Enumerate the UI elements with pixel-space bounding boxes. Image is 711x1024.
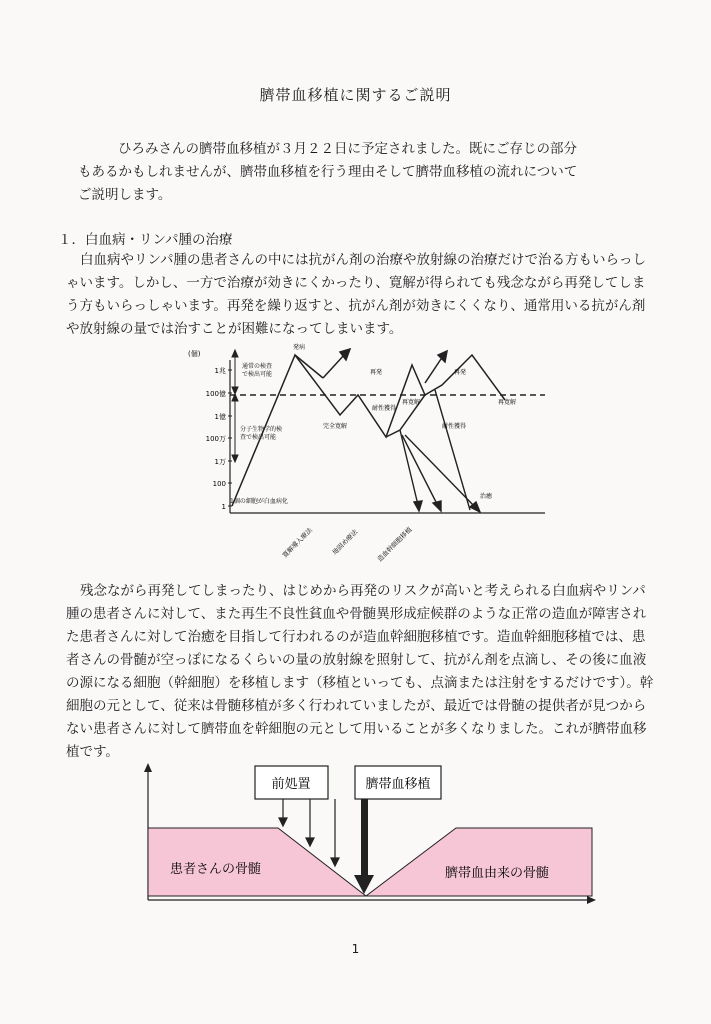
x-label-stem-cell-transplant: 造血幹細胞移植 — [375, 525, 414, 564]
y-tick: 100億 — [205, 390, 226, 398]
y-tick: 100 — [212, 480, 226, 488]
y-tick: 1兆 — [214, 367, 226, 375]
bottom-label: 1個の細胞が白血病化 — [230, 498, 288, 505]
x-label-induction: 寛解導入療法 — [280, 526, 314, 560]
intro-line-1: ひろみさんの臍帯血移植が３月２２日に予定されました。既にご存じの部分 — [118, 141, 577, 157]
label-relapse: 再発 — [370, 369, 383, 376]
cord-blood-transplant-diagram — [140, 760, 605, 910]
cord-blood-marrow-label: 臍帯血由来の骨髄 — [445, 866, 550, 881]
intro-line-2: もあるかもしれませんが、臍帯血移植を行う理由そして臍帯血移植の流れについて — [78, 164, 578, 180]
section-heading: １．白血病・リンパ腫の治療 — [58, 232, 233, 248]
x-label-consolidation: 地固め療法 — [330, 527, 360, 557]
annotation-normal-test: で検出可能 — [242, 371, 273, 378]
y-tick: 1億 — [214, 413, 226, 421]
leukemia-cell-diagram — [180, 340, 560, 570]
annotation-molecular-test: 査で検出可能 — [240, 434, 277, 441]
label-remission: 再寛解 — [402, 399, 421, 406]
label-resistance: 耐性獲得 — [442, 423, 467, 430]
intro-paragraph — [78, 138, 638, 207]
annotation-normal-test: 通常の検査 — [242, 363, 273, 370]
label-cure: 治癒 — [480, 493, 493, 500]
y-unit: (個) — [188, 350, 201, 358]
pre-treatment-box: 前処置 — [271, 777, 311, 792]
label-complete-remission: 完全寛解 — [323, 423, 348, 430]
label-onset: 発病 — [293, 344, 306, 351]
label-resistance: 耐性獲得 — [372, 405, 397, 412]
annotation-molecular-test: 分子生物学的検 — [240, 426, 283, 433]
y-tick: 100万 — [205, 435, 226, 443]
label-relapse: 再発 — [454, 369, 467, 376]
paragraph-treatment: 白血病やリンパ腫の患者さんの中には抗がん剤の治療や放射線の治療だけで治る方もいらっしゃいます。しかし、一方で治療が効きにくかったり、寛解が得られても残念ながら再発してしまう方もいらっしゃいます。再発を繰り返すと、抗がん剤が効きにくくなり、通常用いる抗がん剤や放射線の量では治すことが困難になってしまいます。 — [66, 252, 647, 337]
label-remission: 再寛解 — [498, 399, 517, 406]
y-tick: 1万 — [214, 458, 226, 466]
page-number: 1 — [351, 942, 360, 956]
paragraph-transplant: 残念ながら再発してしまったり、はじめから再発のリスクが高いと考えられる白血病やリンパ腫の患者さんに対して、また再生不良性貧血や骨髄異形成症候群のような正常の造血が障害された患者さんに対して治癒を目指して行われるのが造血幹細胞移植です。造血幹細胞移植では、患者さんの骨髄が空っぽになるくらいの量の放射線を照射して、抗がん剤を点滴し、その後に血液の源になる細胞（幹細胞）を移植します（移植といっても、点滴または注射をするだけです）。幹細胞の元として、従来は骨髄移植が多く行われていましたが、最近では骨髄の提供者が見つからない患者さんに対して臍帯血を幹細胞の元として用いることが多くなりました。これが臍帯血移植です。 — [66, 583, 654, 760]
transplant-box: 臍帯血移植 — [365, 777, 431, 792]
intro-line-3: ご説明します。 — [78, 187, 172, 203]
y-tick: 1 — [221, 503, 226, 511]
page-title: 臍帯血移植に関するご説明 — [259, 86, 452, 104]
patient-marrow-label: 患者さんの骨髄 — [170, 862, 262, 877]
